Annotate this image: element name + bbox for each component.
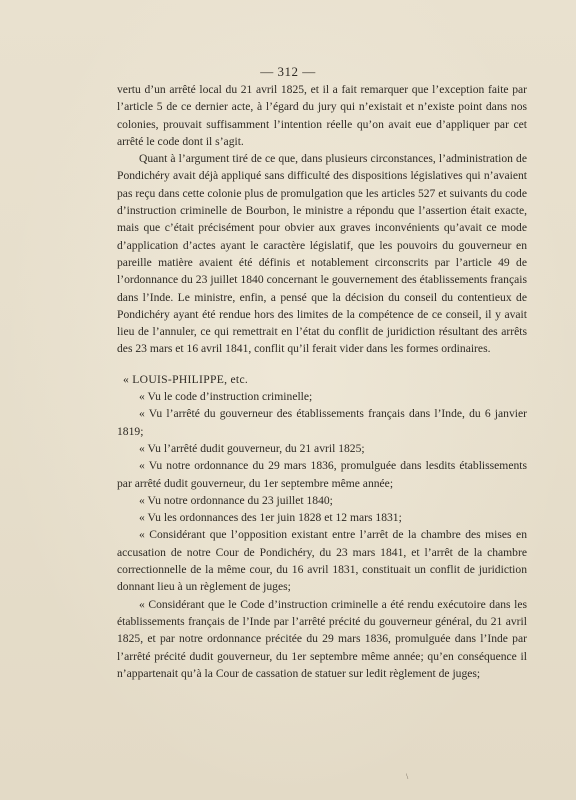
vu-arrete-1819: « Vu l’arrêté du gouverneur des établissements français dans l’Inde, du 6 janvier 1819; bbox=[117, 407, 527, 438]
vu-ordonnance-1840: « Vu notre ordonnance du 23 juillet 1840; bbox=[139, 493, 333, 507]
vu-ordonnance-1836: « Vu notre ordonnance du 29 mars 1836, promulguée dans lesdits établissements par arrêté dudit gouverneur, du 1er septembre même année; bbox=[117, 459, 527, 490]
vu-arrete-1825: « Vu l’arrêté dudit gouverneur, du 21 avril 1825; bbox=[139, 441, 365, 455]
vu-code-instruction: « Vu le code d’instruction criminelle; bbox=[139, 390, 313, 404]
paragraph-minister-response: Quant à l’argument tiré de ce que, dans plusieurs circonstances, l’administration de Pondichéry avait déjà appliqué sans difficulté des dispositions législatives qui n’avaient pas reçu dans cette colonie plus de promulgation que les articles 527 et suivants du code d’instruction criminelle de Bourbon, le ministre a répondu que l’assertion était exacte, mais que c’était précisément pour obvier aux graves inconvénients qu’avait ce mode d’application d’actes ayant le caractère législatif, que les pouvoirs du gouverneur en pareille matière avaient été définis et notablement circonscrits par l’article 49 de l’ordonnance du 23 juillet 1840 concernant le gouvernement des établissements français dans l’Inde. Le ministre, enfin, a pensé que la décision du conseil du contentieux de Pondichéry ayant été rendue hors des limites de la compétence de ce conseil, il y avait lieu de l’annuler, ce qui remettrait en l’état du conflit de juridiction résultant des arrêts des 23 mars et 16 avril 1841, conflit qu’il ferait vider dans les formes ordinaires. bbox=[117, 152, 527, 356]
decree-title: « LOUIS-PHILIPPE, etc. bbox=[123, 372, 249, 386]
considerant-code-executoire: « Considérant que le Code d’instruction criminelle a été rendu exécutoire dans les établissements français de l’Inde par l’arrêté précité du gouverneur général, du 21 avril 1825, et par notre ordonnance précitée du 29 mars 1836, promulguée dans l’Inde par l’arrêté précité dudit gouverneur, du 1er septembre même année; qu’en conséquence il n’appartenait qu’à la Cour de cassation de statuer sur ledit règlement de juges; bbox=[117, 597, 527, 680]
vu-ordonnances-1828-1831: « Vu les ordonnances des 1er juin 1828 et 12 mars 1831; bbox=[139, 511, 402, 525]
body-text bbox=[117, 81, 527, 682]
paragraph-continuation: vertu d’un arrêté local du 21 avril 1825, et il a fait remarquer que l’exception faite par l’article 5 de ce dernier acte, à l’égard du jury qui n’existait et n’existe point dans nos colonies, prouvait suffisamment l’intention réelle qu’on avait eue d’appliquer par cet arrêté le code dont il s’agit. bbox=[117, 83, 527, 148]
page-number: — 312 — bbox=[260, 64, 316, 79]
considerant-conflit: « Considérant que l’opposition existant entre l’arrêt de la chambre des mises en accusation de notre Cour de Pondichéry, du 23 mars 1841, et l’arrêt de la chambre correctionnelle de la même cour, du 16 avril 1831, constituait un conflit de juridiction donnant lieu à un règlement de juges; bbox=[117, 528, 527, 594]
stray-pencil-mark: \ bbox=[406, 772, 409, 781]
